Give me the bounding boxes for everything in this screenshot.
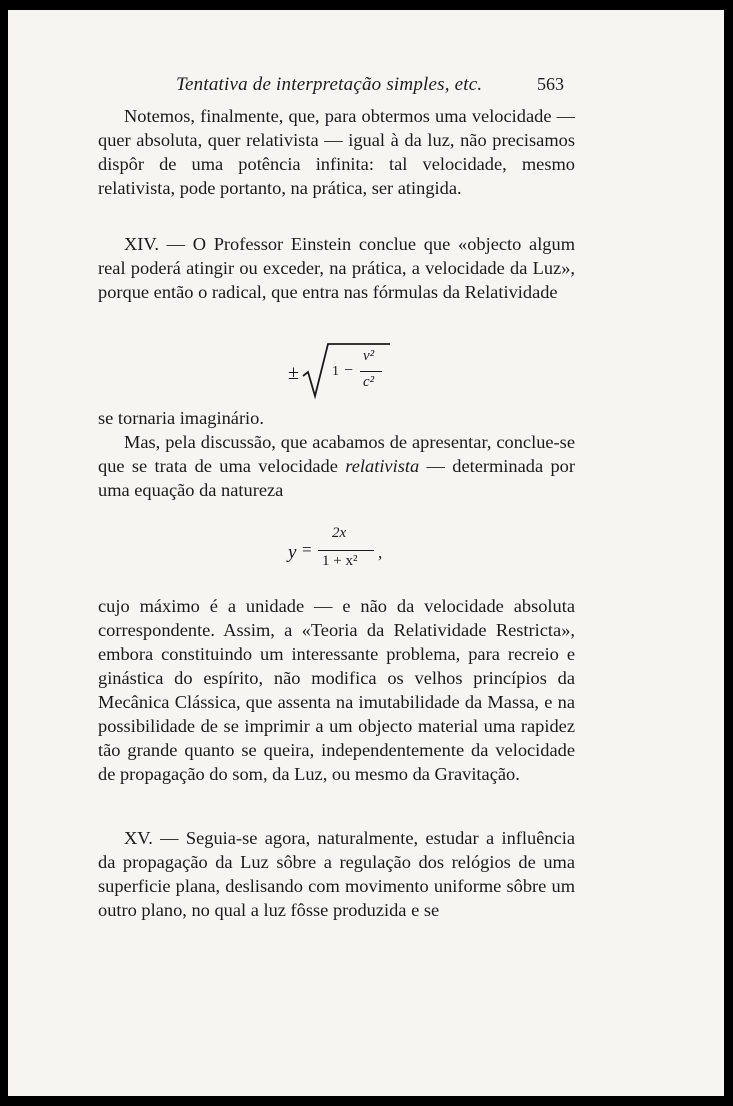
rational-equation: [288, 525, 408, 581]
paragraph-notemos: [98, 104, 575, 200]
fraction-numerator: 2x: [332, 525, 347, 541]
radicand-one: 1: [332, 364, 339, 379]
minus-sign: −: [344, 362, 354, 379]
trailing-comma: ,: [378, 543, 383, 562]
radical-equation: [288, 340, 408, 404]
paragraph-xv: [98, 826, 575, 922]
paragraph-text: [98, 430, 575, 502]
paragraph-xiv: [98, 232, 575, 304]
fraction-bar: [318, 550, 374, 551]
fraction-bar: [360, 371, 382, 372]
paragraph-mas: [98, 430, 575, 502]
equation-lhs: y: [288, 542, 297, 563]
fraction-denominator: c²: [363, 374, 375, 390]
paragraph-text: Notemos, finalmente, que, para obtermos uma velocidade — quer absoluta, quer relativista — igual à da luz, não precisamos dispôr de uma potência infinita: tal velocidade, mesmo relativista, pode portanto, na prática, ser atingida.: [98, 106, 575, 198]
fraction-numerator: v²: [363, 348, 375, 364]
paragraph-text: se tornaria imaginário.: [98, 408, 264, 428]
fraction-denominator: 1 + x²: [322, 553, 358, 569]
page-header: [8, 74, 724, 100]
text-run: Mas, pela discussão, que acabamos de apresentar, conclue-se que se trata de uma velocidade: [98, 432, 575, 476]
book-page: [8, 10, 724, 1096]
paragraph-imaginario: [98, 406, 575, 430]
paragraph-text: XIV. — O Professor Einstein conclue que «objecto algum real poderá atingir ou exceder, na prática, a velocidade da Luz», porque então o radical, que entra nas fórmulas da Relatividade: [98, 234, 575, 302]
equals-sign: =: [302, 540, 312, 559]
paragraph-text: XV. — Seguia-se agora, naturalmente, estudar a influência da propagação da Luz sôbre a regulação dos relógios de uma superficie plana, deslisando com movimento uniforme sôbre um outro plano, no qual a luz fôsse produzida e se: [98, 828, 575, 920]
italic-term: relativista: [345, 456, 420, 476]
plus-minus-sign: ±: [288, 362, 299, 384]
running-title: Tentativa de interpretação simples, etc.: [176, 74, 483, 95]
paragraph-cujo: [98, 594, 575, 786]
paragraph-text: cujo máximo é a unidade — e não da velocidade absoluta correspondente. Assim, a «Teoria da Relatividade Restricta», embora constituindo um interessante problema, para recreio e ginástica do espírito, não modifica os velhos princípios da Mecânica Clássica, que assenta na imutabilidade da Massa, e na possibilidade de se imprimir a um objecto material uma rapidez tão grande quanto se queira, independentemente da velocidade de propagação do som, da Luz, ou mesmo da Gravitação.: [98, 596, 575, 784]
page-number: 563: [537, 74, 564, 94]
text-run: — determinada por uma equação da natureza: [98, 456, 575, 500]
